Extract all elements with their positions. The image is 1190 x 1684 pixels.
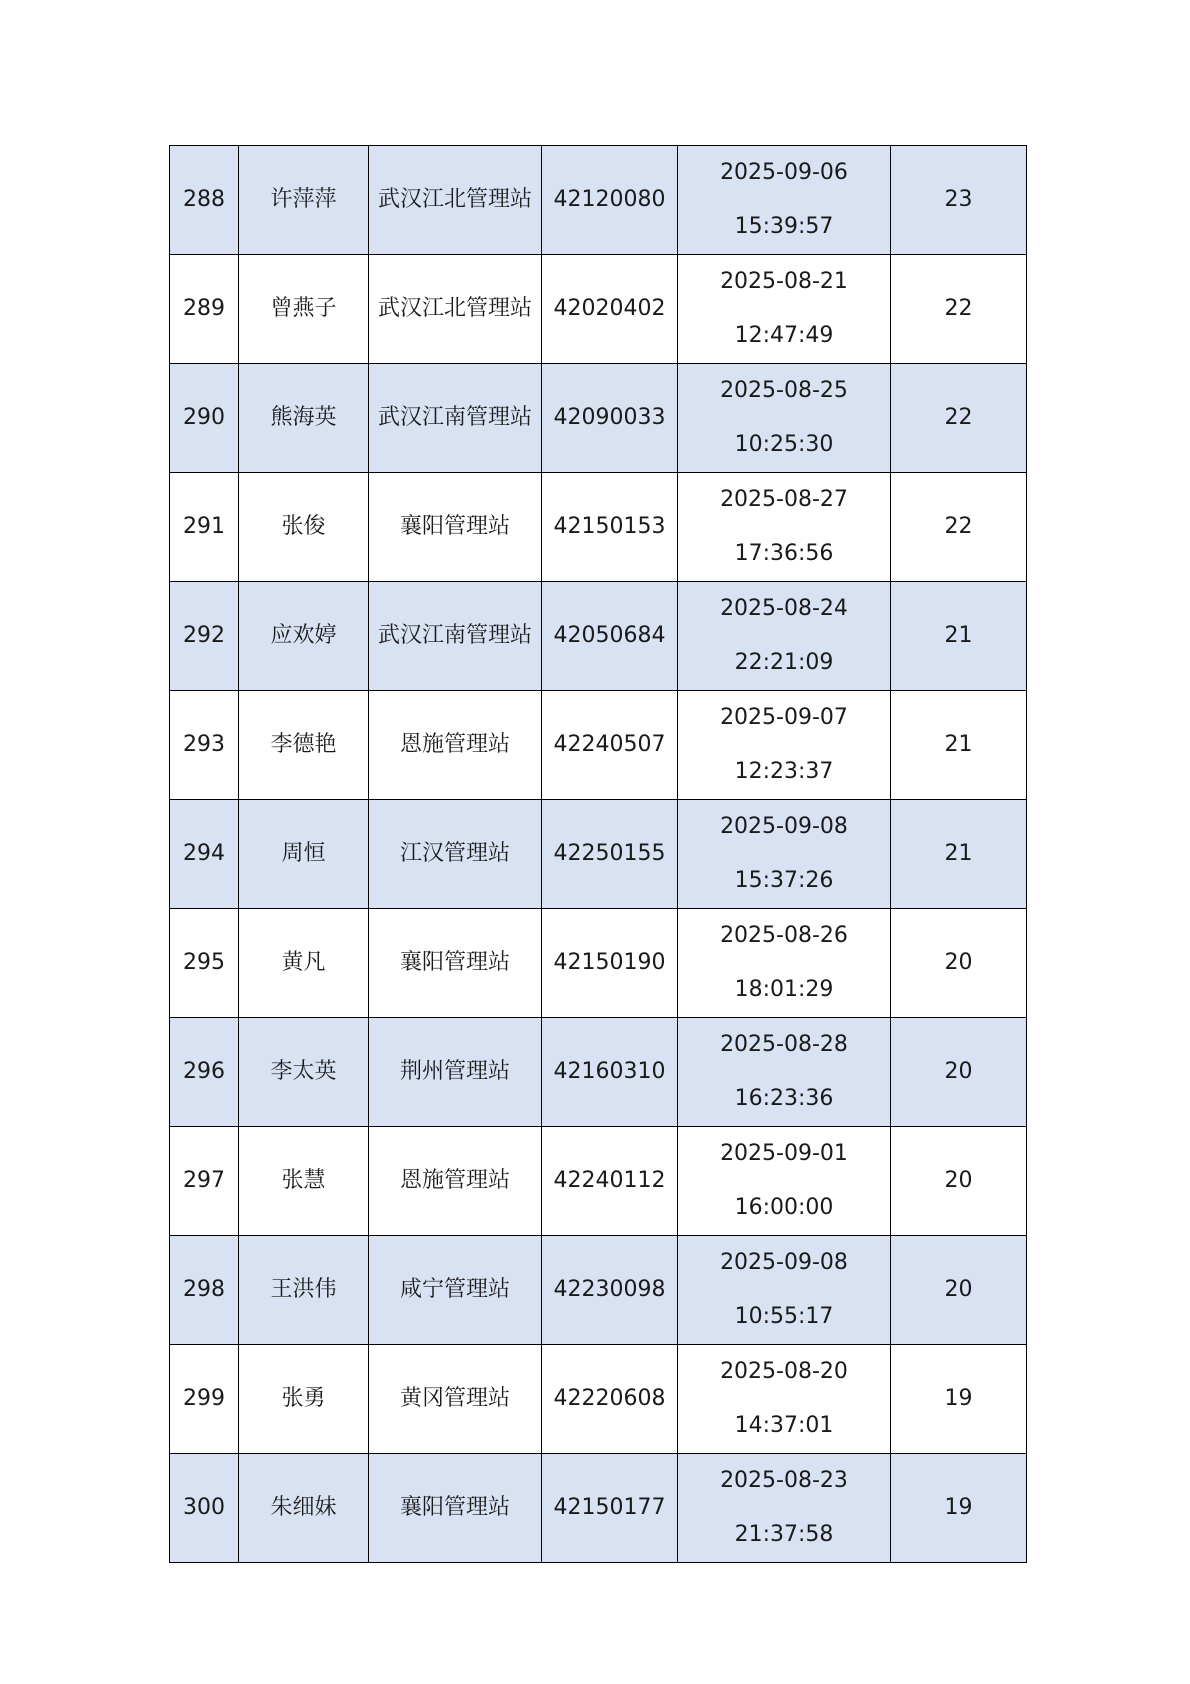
table-row xyxy=(170,255,1027,364)
date-text: 2025-08-26 xyxy=(720,923,848,948)
name-cell: 朱细妹 xyxy=(239,1454,369,1563)
station-cell: 黄冈管理站 xyxy=(369,1345,542,1454)
id-cell: 42150177 xyxy=(542,1454,678,1563)
score-cell: 20 xyxy=(891,1236,1027,1345)
rank-cell: 296 xyxy=(170,1018,239,1127)
name-cell: 张俊 xyxy=(239,473,369,582)
date-text: 2025-08-23 xyxy=(720,1468,848,1493)
table-row xyxy=(170,800,1027,909)
rank-cell: 288 xyxy=(170,146,239,255)
time-text: 22:21:09 xyxy=(734,650,834,675)
id-cell: 42230098 xyxy=(542,1236,678,1345)
station-cell: 襄阳管理站 xyxy=(369,1454,542,1563)
date-text: 2025-08-20 xyxy=(720,1359,848,1384)
score-cell: 22 xyxy=(891,473,1027,582)
station-cell: 襄阳管理站 xyxy=(369,909,542,1018)
time-text: 14:37:01 xyxy=(734,1413,834,1438)
id-cell: 42220608 xyxy=(542,1345,678,1454)
name-cell: 王洪伟 xyxy=(239,1236,369,1345)
date-text: 2025-09-08 xyxy=(720,1250,848,1275)
name-cell: 张勇 xyxy=(239,1345,369,1454)
datetime-cell xyxy=(678,1454,891,1563)
name-cell: 黄凡 xyxy=(239,909,369,1018)
rank-cell: 292 xyxy=(170,582,239,691)
date-text: 2025-08-21 xyxy=(720,269,848,294)
name-cell: 李德艳 xyxy=(239,691,369,800)
table-row xyxy=(170,691,1027,800)
score-cell: 21 xyxy=(891,691,1027,800)
rank-cell: 290 xyxy=(170,364,239,473)
station-cell: 襄阳管理站 xyxy=(369,473,542,582)
station-cell: 恩施管理站 xyxy=(369,1127,542,1236)
datetime-cell xyxy=(678,1345,891,1454)
date-text: 2025-08-27 xyxy=(720,487,848,512)
rank-cell: 298 xyxy=(170,1236,239,1345)
station-cell: 武汉江北管理站 xyxy=(369,255,542,364)
date-text: 2025-09-01 xyxy=(720,1141,848,1166)
rank-cell: 299 xyxy=(170,1345,239,1454)
time-text: 15:39:57 xyxy=(734,214,834,239)
date-text: 2025-09-08 xyxy=(720,814,848,839)
datetime-cell xyxy=(678,364,891,473)
date-text: 2025-08-25 xyxy=(720,378,848,403)
time-text: 16:23:36 xyxy=(734,1086,834,1111)
station-cell: 咸宁管理站 xyxy=(369,1236,542,1345)
station-cell: 武汉江南管理站 xyxy=(369,582,542,691)
rank-cell: 294 xyxy=(170,800,239,909)
name-cell: 熊海英 xyxy=(239,364,369,473)
time-text: 16:00:00 xyxy=(734,1195,834,1220)
table-row xyxy=(170,1127,1027,1236)
datetime-cell xyxy=(678,255,891,364)
id-cell: 42090033 xyxy=(542,364,678,473)
table-row xyxy=(170,1236,1027,1345)
rank-cell: 300 xyxy=(170,1454,239,1563)
name-cell: 曾燕子 xyxy=(239,255,369,364)
station-cell: 荆州管理站 xyxy=(369,1018,542,1127)
datetime-cell xyxy=(678,691,891,800)
rank-cell: 293 xyxy=(170,691,239,800)
time-text: 18:01:29 xyxy=(734,977,834,1002)
datetime-cell xyxy=(678,1018,891,1127)
name-cell: 张慧 xyxy=(239,1127,369,1236)
id-cell: 42250155 xyxy=(542,800,678,909)
score-cell: 19 xyxy=(891,1454,1027,1563)
time-text: 12:23:37 xyxy=(734,759,834,784)
score-cell: 22 xyxy=(891,364,1027,473)
id-cell: 42020402 xyxy=(542,255,678,364)
score-cell: 20 xyxy=(891,1127,1027,1236)
score-cell: 19 xyxy=(891,1345,1027,1454)
score-cell: 20 xyxy=(891,909,1027,1018)
rank-cell: 295 xyxy=(170,909,239,1018)
datetime-cell xyxy=(678,582,891,691)
date-text: 2025-09-06 xyxy=(720,160,848,185)
time-text: 12:47:49 xyxy=(734,323,834,348)
table-row xyxy=(170,146,1027,255)
table-row xyxy=(170,582,1027,691)
ranking-table xyxy=(169,145,1027,1563)
station-cell: 恩施管理站 xyxy=(369,691,542,800)
date-text: 2025-09-07 xyxy=(720,705,848,730)
score-cell: 23 xyxy=(891,146,1027,255)
table-row xyxy=(170,1345,1027,1454)
ranking-table-body xyxy=(170,146,1027,1563)
datetime-cell xyxy=(678,1236,891,1345)
time-text: 17:36:56 xyxy=(734,541,834,566)
datetime-cell xyxy=(678,909,891,1018)
datetime-cell xyxy=(678,1127,891,1236)
rank-cell: 289 xyxy=(170,255,239,364)
id-cell: 42240112 xyxy=(542,1127,678,1236)
id-cell: 42150190 xyxy=(542,909,678,1018)
time-text: 10:25:30 xyxy=(734,432,834,457)
id-cell: 42240507 xyxy=(542,691,678,800)
score-cell: 20 xyxy=(891,1018,1027,1127)
name-cell: 应欢婷 xyxy=(239,582,369,691)
score-cell: 21 xyxy=(891,582,1027,691)
name-cell: 许萍萍 xyxy=(239,146,369,255)
rank-cell: 297 xyxy=(170,1127,239,1236)
score-cell: 21 xyxy=(891,800,1027,909)
datetime-cell xyxy=(678,473,891,582)
table-row xyxy=(170,364,1027,473)
datetime-cell xyxy=(678,146,891,255)
time-text: 10:55:17 xyxy=(734,1304,834,1329)
table-row xyxy=(170,473,1027,582)
table-row xyxy=(170,1018,1027,1127)
time-text: 15:37:26 xyxy=(734,868,834,893)
datetime-cell xyxy=(678,800,891,909)
id-cell: 42150153 xyxy=(542,473,678,582)
name-cell: 周恒 xyxy=(239,800,369,909)
station-cell: 武汉江北管理站 xyxy=(369,146,542,255)
station-cell: 武汉江南管理站 xyxy=(369,364,542,473)
table-row xyxy=(170,909,1027,1018)
station-cell: 江汉管理站 xyxy=(369,800,542,909)
rank-cell: 291 xyxy=(170,473,239,582)
date-text: 2025-08-24 xyxy=(720,596,848,621)
id-cell: 42050684 xyxy=(542,582,678,691)
name-cell: 李太英 xyxy=(239,1018,369,1127)
table-row xyxy=(170,1454,1027,1563)
score-cell: 22 xyxy=(891,255,1027,364)
time-text: 21:37:58 xyxy=(734,1522,834,1547)
date-text: 2025-08-28 xyxy=(720,1032,848,1057)
id-cell: 42120080 xyxy=(542,146,678,255)
id-cell: 42160310 xyxy=(542,1018,678,1127)
